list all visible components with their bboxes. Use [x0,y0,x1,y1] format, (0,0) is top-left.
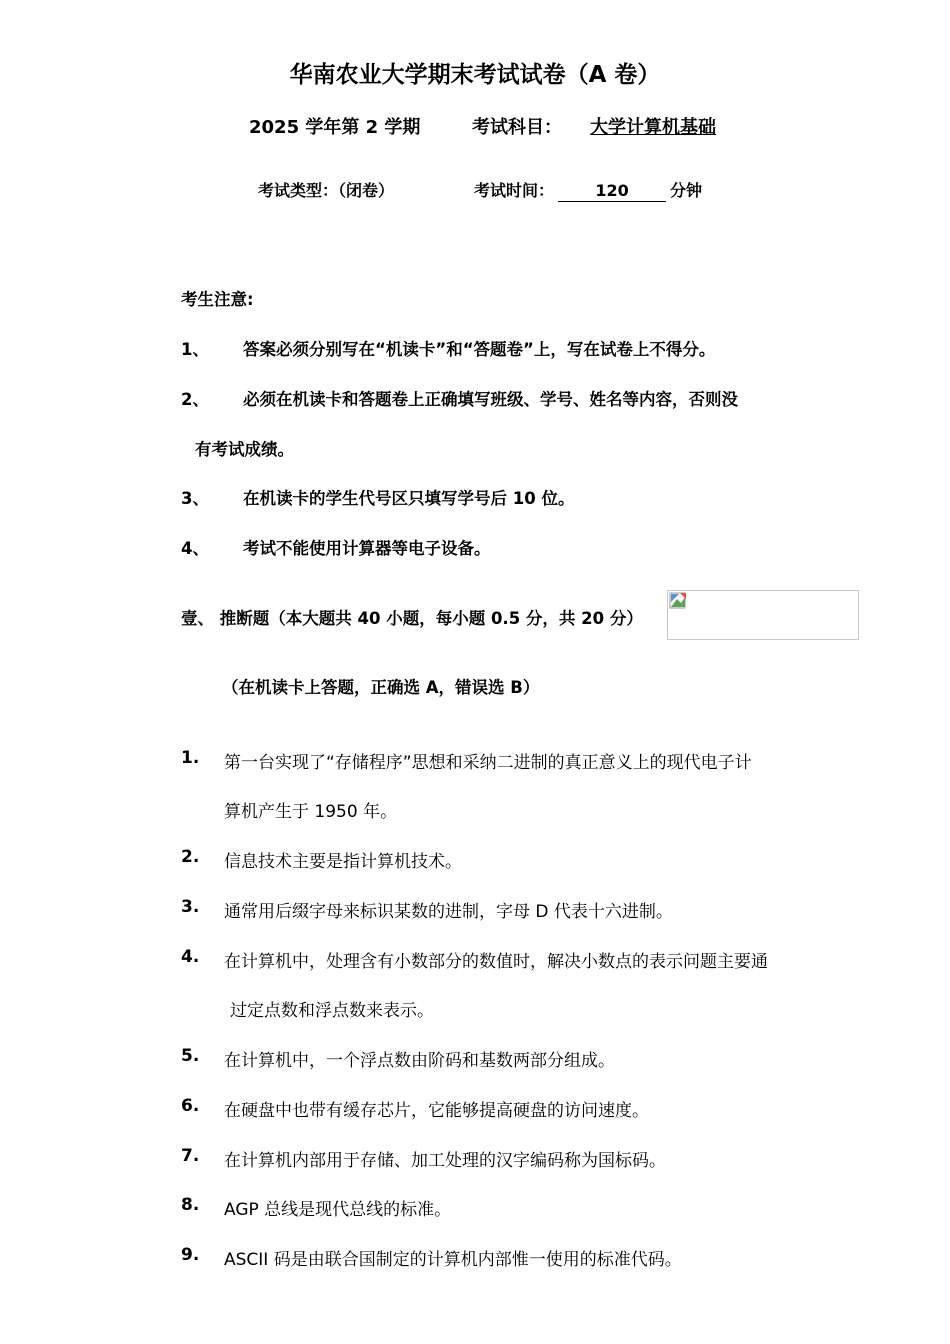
notice-item [181,485,574,509]
question-number: 3. [181,897,200,917]
exam-title: 华南农业大学期末考试试卷（A 卷） [289,62,661,88]
question-number: 7. [181,1146,200,1166]
notice-item-number: 4、 [181,539,209,558]
question-number: 8. [181,1195,200,1215]
question-text: 信息技术主要是指计算机技术。 [224,852,462,872]
exam-time-value: 120 [558,181,666,202]
exam-time-unit: 分钟 [670,181,703,200]
question-item [0,1245,950,1269]
question-item [0,897,950,921]
exam-term: 2025 学年第 2 学期 [249,117,421,138]
question-text: 在硬盘中也带有缓存芯片，它能够提高硬盘的访问速度。 [224,1101,649,1121]
question-text: 在计算机中，一个浮点数由阶码和基数两部分组成。 [224,1051,615,1071]
subject-name: 大学计算机基础 [590,117,716,138]
question-item [0,1146,950,1170]
question-number: 2. [181,847,200,867]
broken-image [667,590,859,640]
question-number: 9. [181,1245,200,1265]
notice-item-continuation: 有考试成绩。 [195,440,294,459]
question-text: ASCII 码是由联合国制定的计算机内部惟一使用的标准代码。 [224,1250,682,1270]
question-item [0,748,950,772]
question-item [0,947,950,971]
question-continuation: 算机产生于 1950 年。 [224,802,398,822]
question-number: 6. [181,1096,200,1116]
exam-time-row [474,178,702,202]
question-item [0,1046,950,1070]
notice-item [181,535,491,559]
question-item [0,1195,950,1219]
question-number: 1. [181,748,200,768]
notice-item [181,386,738,410]
broken-image-icon [669,592,687,610]
notice-item-number: 2、 [181,390,209,409]
notice-item-text: 考试不能使用计算器等电子设备。 [243,539,491,558]
question-text: AGP 总线是现代总线的标准。 [224,1200,452,1220]
question-text: 第一台实现了“存储程序”思想和采纳二进制的真正意义上的现代电子计 [224,753,752,773]
notice-item-number: 3、 [181,489,209,508]
exam-type: 考试类型：（闭卷） [258,181,395,200]
question-item [0,847,950,871]
notice-item-text: 在机读卡的学生代号区只填写学号后 10 位。 [243,489,575,508]
question-number: 4. [181,947,200,967]
question-text: 在计算机中，处理含有小数部分的数值时，解决小数点的表示问题主要通 [224,952,768,972]
notice-item [181,336,715,360]
notice-item-text: 必须在机读卡和答题卷上正确填写班级、学号、姓名等内容，否则没 [243,390,738,409]
question-text: 在计算机内部用于存储、加工处理的汉字编码称为国标码。 [224,1151,666,1171]
notice-item-number: 1、 [181,340,209,359]
question-continuation: 过定点数和浮点数来表示。 [230,1001,434,1021]
notice-item-text: 答案必须分别写在“机读卡”和“答题卷”上，写在试卷上不得分。 [243,340,716,359]
section-instruction: （在机读卡上答题，正确选 A，错误选 B） [222,678,540,697]
subject-label: 考试科目： [472,117,562,138]
section-heading: 壹、 推断题（本大题共 40 小题，每小题 0.5 分，共 20 分） [181,609,643,628]
question-text: 通常用后缀字母来标识某数的进制，字母 D 代表十六进制。 [224,902,673,922]
notice-heading: 考生注意: [181,290,254,309]
exam-time-label: 考试时间： [474,181,555,200]
question-item [0,1096,950,1120]
question-number: 5. [181,1046,200,1066]
